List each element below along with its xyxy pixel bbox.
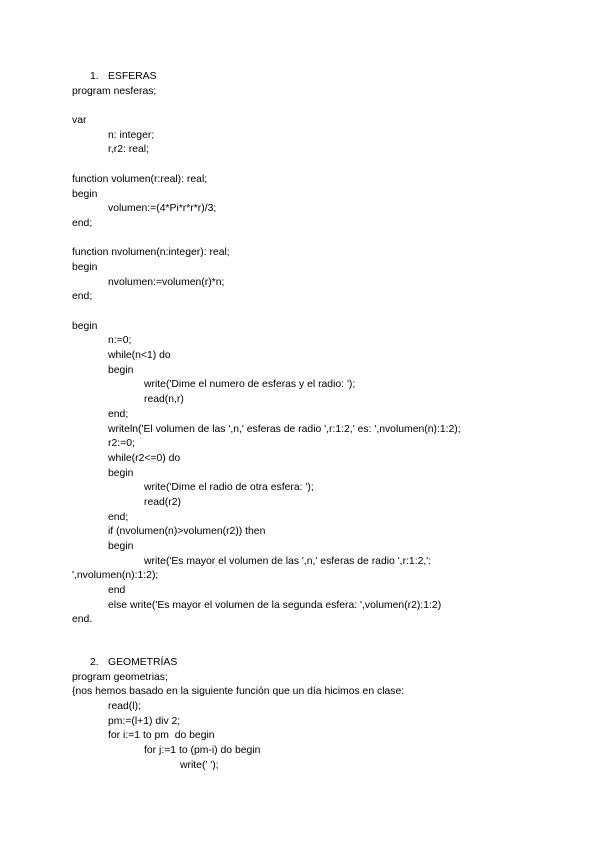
code-line: for j:=1 to (pm-i) do begin [144,745,261,757]
section-title: ESFERAS [108,71,157,82]
section-geometrias [72,656,572,774]
code-line: for i:=1 to pm do begin [108,730,215,742]
code-line: else write('Es mayor el volumen de la segunda esfera: ',volumen(r2):1:2) [108,599,442,611]
code-line: end; [72,291,93,303]
blank-line [72,99,572,114]
code-line: var [72,115,87,127]
code-line: begin [108,467,134,479]
code-line: begin [72,320,98,332]
code-line: {nos hemos basado en la siguiente función que un día hicimos en clase: [72,686,405,698]
code-line: pm:=(l+1) div 2; [108,715,181,727]
code-line: read(n,r) [144,394,184,406]
code-line: end; [108,511,129,523]
code-line: function nvolumen(n:integer): real; [72,247,230,259]
code-line: begin [108,541,134,552]
code-line: write('Dime el numero de esferas y el radio: '); [144,379,356,391]
section-heading [72,656,572,671]
code-line: function volumen(r:real): real; [72,173,208,185]
code-line: end; [108,408,129,420]
section-number: 2. [90,657,99,668]
blank-line [72,158,572,173]
code-line: n: integer; [108,129,155,141]
code-line: begin [108,364,134,376]
code-line: volumen:=(4*Pi*r*r*r)/3; [108,203,217,215]
code-line: end [108,585,126,597]
code-line: while(n<1) do [108,350,171,362]
code-line: begin [72,261,98,273]
section-esferas [72,70,572,628]
code-line: r2:=0; [108,438,135,450]
code-line: program geometrias; [72,671,168,683]
code-line: read(l); [108,701,141,713]
code-line: nvolumen:=volumen(r)*n; [108,276,225,288]
section-title: GEOMETRÍAS [108,657,178,668]
code-line: write('Es mayor el volumen de las ',n,' esferas de radio ',r:1:2,': [144,555,432,567]
code-line: if (nvolumen(n)>volumen(r2)) then [108,526,266,538]
blank-line [72,305,572,320]
code-line: n:=0; [108,335,132,347]
code-line: begin [72,188,98,200]
code-line: ',nvolumen(n):1:2); [72,570,159,582]
code-line: read(r2) [144,496,181,508]
section-heading [72,70,572,85]
code-line: while(r2<=0) do [108,452,181,464]
section-number: 1. [90,71,99,82]
code-line: program nesferas; [72,85,157,97]
code-line: end; [72,217,93,229]
code-line: writeln('El volumen de las ',n,' esferas de radio ',r:1:2,' es: ',nvolumen(n):1:2); [108,423,461,435]
code-line: r,r2: real; [108,144,149,156]
code-line: write('Dime el radio de otra esfera: '); [144,482,314,494]
code-line: end. [72,614,93,626]
blank-line [72,232,572,247]
code-line: write(' '); [180,759,219,771]
